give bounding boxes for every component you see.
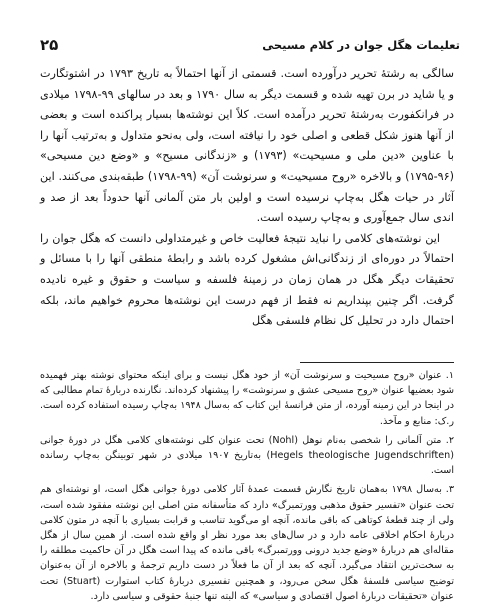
body-paragraph: این نوشته‌های کلامی را نباید نتیجهٔ فعالیت خاص و غیرمتداولی دانست که هگل جوان را احتمالاً در دوره‌ای از زندگانی‌اش مشغول کرده باشد و رابطهٔ منطقی آنها را با مسائل و تحقیقات دیگر هگل در همان زمان در زمینهٔ فلسفه و سیاست و حقوق و غیره نادیده گرفت. اگر چنین بپنداریم نه فقط از فهم درست این نوشته‌ها محروم خواهیم ماند، بلکه احتمال دارد در تحلیل کل نظام فلسفی هگل [40, 231, 454, 328]
footnote: ۲. متن آلمانی را شخصی به‌نام نوهل (Nohl) تحت عنوان کلی نوشته‌های کلامی هگل در دورهٔ جوانی (Hegels theologische Jugendschriften) به‌تاریخ ۱۹۰۷ میلادی در شهر توبینگن به‌چاپ رسانده است. [40, 434, 454, 477]
body-text [40, 64, 454, 332]
page-header [40, 36, 460, 58]
body-paragraph: سالگی به رشتهٔ تحریر درآورده است. قسمتی از آنها احتمالاً به تاریخ ۱۷۹۳ در اشتوتگارت و یا شاید در برن تهیه شده و قسمت دیگر به سال ۱۷۹۰ و بعد در سالهای ۹۹-۱۷۹۸ میلادی در فرانکفورت به‌رشتهٔ تحریر درآمده است. کلاً این نوشته‌ها بسیار پراکنده است و بعضی از آنها هنوز شکل قطعی و اصلی خود را نیافته است، ولی به‌نحو متداول و به‌ترتیب آنها را با عناوین «دین ملی و مسیحیت» (۱۷۹۳) و «زندگانی مسیح» و «وضع دین مسیحی» (۹۶-۱۷۹۵) و بالاخره «روح مسیحیت» و سرنوشت آن» (۹۹-۱۷۹۸) طبقه‌بندی می‌کنند. این آثار در حیات هگل به‌چاپ نرسیده است و اولین بار متن آلمانی آنها حدوداً بعد از صد و اندی سال جمع‌آوری و به‌چاپ رسیده است. [40, 67, 455, 225]
footnote-separator [300, 362, 454, 363]
page-number: ۲۵ [40, 36, 59, 54]
footnotes [40, 368, 454, 608]
footnote: ۳. به‌سال ۱۷۹۸ به‌همان تاریخ نگارش قسمت عمدهٔ آثار کلامی دورهٔ جوانی هگل است، او نوشته‌ای هم تحت عنوان «تفسیر حقوق مذهبی وورتمبرگ» دارد که متأسفانه متن اصلی این نوشته مفقود شده است، ولی از چند قطعهٔ کوتاهی که باقی مانده، آنچه او می‌گوید تناسب و قرابت بسیاری با آنچه در متون کلامی دربارهٔ احکام اخلاقی عامه دارد و در سال‌های بعد مورد نظر او واقع شده است. از همین سال از هگل مقاله‌ای هم دربارهٔ «وضع جدید درونی وورتمبرگ» باقی مانده که پیدا است هگل در آن حاکمیت مطلقه را به سخت‌ترین انتقاد می‌گیرد. آنچه که بعد از آن ما فعلاً در دست داریم ترجمهٔ و بالاخره از آن به‌عنوان توضیح سیاسی فلسفهٔ هگل سخن می‌رود، و همچنین تفسیری دربارهٔ کتاب استوارت (Stuart) تحت عنوان «تحقیقات دربارهٔ اصول اقتصادی و سیاسی» که البته تنها جنبهٔ حقوقی و سیاسی دارد. [40, 484, 454, 602]
footnote: ۱. عنوان «روح مسیحیت و سرنوشت آن» از خود هگل نیست و برای اینکه محتوای نوشته بهتر فهمیده شود بعضیها عنوان «روح مسیحی عشق و سرنوشت» را پیشنهاد کرده‌اند. نگارنده دربارهٔ تمام مطالبی که در اینجا در این زمینه آورده، از متن فرانسهٔ این کتاب که به‌سال ۱۹۴۸ به‌چاپ رسیده استفاده کرده است. ر.ک: منابع و مآخذ. [40, 370, 454, 427]
running-head: تعلیمات هگل جوان در کلام مسیحی [262, 38, 460, 52]
